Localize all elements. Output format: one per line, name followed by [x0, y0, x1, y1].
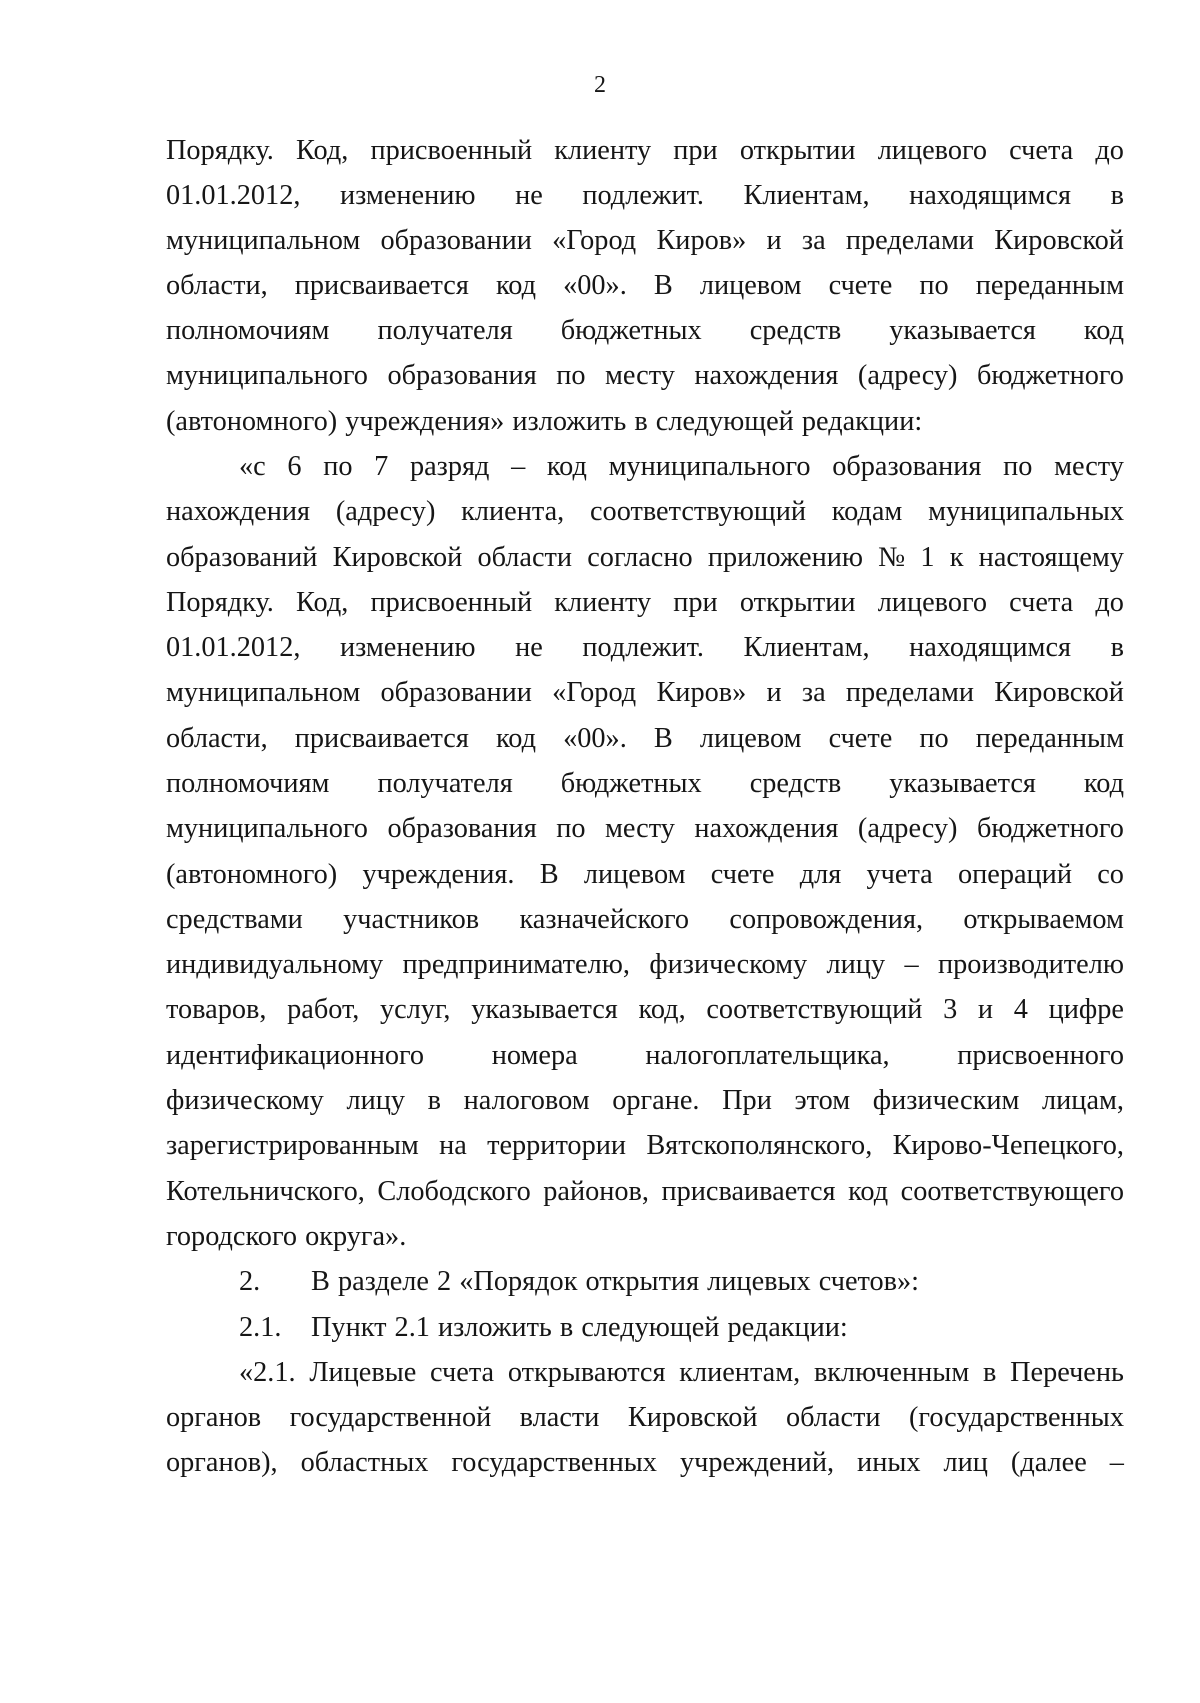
word: не [515, 180, 543, 211]
word: открываются [507, 1357, 666, 1388]
text-line [166, 992, 1124, 1028]
word: код [495, 270, 536, 301]
word: Котельничского, [166, 1176, 365, 1207]
word: «2.1. [239, 1357, 296, 1388]
word: клиентам, [679, 1357, 801, 1388]
word: зарегистрированным [166, 1130, 419, 1161]
word: налогоплательщика, [645, 1040, 890, 1071]
word: муниципальном [166, 677, 361, 708]
word: и [977, 994, 994, 1025]
word: нахождения [166, 496, 311, 527]
word: (адресу) [857, 360, 958, 391]
word: приложению [707, 542, 864, 573]
word: При [722, 1085, 772, 1116]
word: нахождения [694, 360, 839, 391]
word: органов [166, 1402, 262, 1433]
word: Код, [296, 135, 349, 166]
word: средствами [166, 904, 303, 935]
word: области, [166, 723, 268, 754]
word: в [982, 1357, 997, 1388]
text-line [166, 1038, 1124, 1074]
word: бюджетных [560, 768, 702, 799]
text-line [166, 1400, 1124, 1436]
word: не [515, 632, 543, 663]
word: со [1097, 859, 1124, 890]
word: цифре [1048, 994, 1124, 1025]
word: клиента, [461, 496, 565, 527]
word: по [1003, 451, 1033, 482]
word: «00». [563, 723, 627, 754]
word: 1 [920, 542, 935, 573]
word: образования [387, 813, 537, 844]
word: при [673, 135, 718, 166]
word: – [904, 949, 919, 980]
word: Слободского [377, 1176, 531, 1207]
word: (далее [1010, 1447, 1087, 1478]
text-line [166, 902, 1124, 938]
word: производителю [938, 949, 1124, 980]
word: при [673, 587, 718, 618]
word: счета [1009, 135, 1074, 166]
word: за [801, 225, 826, 256]
word: (автономного) [166, 859, 338, 890]
text-line [166, 585, 1124, 621]
word: муниципальных [928, 496, 1124, 527]
word: Кирово-Чепецкого, [892, 1130, 1124, 1161]
text-line [166, 540, 1124, 576]
text-line [166, 675, 1124, 711]
word: органе. [612, 1085, 700, 1116]
word: учреждений, [679, 1447, 835, 1478]
word: муниципальном [166, 225, 361, 256]
word: государственной [289, 1402, 492, 1433]
word: клиенту [554, 587, 652, 618]
word: за [801, 677, 826, 708]
word: В [539, 859, 559, 890]
clause-number: 2.1. [239, 1312, 282, 1343]
word: код, [638, 994, 686, 1025]
word: средств [749, 315, 842, 346]
word: указывается [889, 315, 1036, 346]
word: соответствующий [706, 994, 923, 1025]
word: соответствующего [900, 1176, 1124, 1207]
word: бюджетных [560, 315, 702, 346]
text-line [166, 721, 1124, 757]
word: области [477, 542, 573, 573]
word: соответствующий [590, 496, 806, 527]
word: (адресу) [857, 813, 958, 844]
word: Вятскополянского, [646, 1130, 873, 1161]
word: по [556, 360, 586, 391]
word: подлежит. [582, 180, 704, 211]
word: код [1083, 315, 1124, 346]
word: Лицевые [309, 1357, 417, 1388]
word: присвоенного [957, 1040, 1124, 1071]
word: лицевом [699, 723, 802, 754]
clause-number: 2. [239, 1266, 261, 1297]
word: до [1095, 135, 1124, 166]
word: счета [430, 1357, 495, 1388]
word: образовании [380, 677, 532, 708]
word: переданным [975, 270, 1124, 301]
word: В [653, 270, 673, 301]
text-line [166, 1083, 1124, 1119]
word: кодам [831, 496, 903, 527]
word: месту [1054, 451, 1124, 482]
word: физическому [649, 949, 808, 980]
word: присваивается [294, 723, 469, 754]
word: Порядку. [166, 135, 274, 166]
word: открытии [739, 587, 856, 618]
word: по [323, 451, 353, 482]
word: номера [491, 1040, 578, 1071]
word: код [546, 451, 587, 482]
word: 7 [374, 451, 389, 482]
word: в [427, 1085, 442, 1116]
word: лицевом [583, 859, 686, 890]
word: пределами [845, 225, 975, 256]
clause-text: В разделе 2 «Порядок открытия лицевых счетов»: [311, 1266, 920, 1297]
word: – [1109, 1447, 1124, 1478]
word: власти [519, 1402, 600, 1433]
word: средств [749, 768, 842, 799]
word: Клиентам, [743, 632, 870, 663]
word: лицевом [699, 270, 802, 301]
text-line [166, 1445, 1124, 1481]
word: № [878, 542, 906, 573]
word: по [919, 723, 949, 754]
word: казначейского [519, 904, 690, 935]
page-number: 2 [594, 72, 606, 98]
word: лицу [346, 1085, 406, 1116]
text-line [166, 1174, 1124, 1210]
word: код [848, 1176, 889, 1207]
word: 6 [287, 451, 302, 482]
text-line [166, 178, 1124, 214]
word: участников [343, 904, 480, 935]
text-line [166, 857, 1124, 893]
word: в [1110, 180, 1124, 211]
text-line [239, 1310, 1124, 1346]
word: находящимся [909, 180, 1072, 211]
word: в [1110, 632, 1124, 663]
text-line [166, 766, 1124, 802]
word: образовании [380, 225, 532, 256]
word: районов, [543, 1176, 649, 1207]
text-line [166, 223, 1124, 259]
word: бюджетного [976, 813, 1124, 844]
word: и [766, 225, 782, 256]
word: лицевого [877, 587, 988, 618]
word: Кировской [627, 1402, 758, 1433]
word: на [439, 1130, 467, 1161]
word: указывается [889, 768, 1036, 799]
word: и [766, 677, 782, 708]
word: услуг, [380, 994, 451, 1025]
text-line [239, 1264, 1124, 1300]
word: лицевого [877, 135, 988, 166]
word: по [919, 270, 949, 301]
word: индивидуальному [166, 949, 384, 980]
word: 01.01.2012, [166, 180, 301, 211]
word: работ, [287, 994, 360, 1025]
word: код [1083, 768, 1124, 799]
word: присвоенный [370, 587, 533, 618]
word: образования [387, 360, 537, 391]
word: физическим [872, 1085, 1020, 1116]
word: «Город [552, 225, 637, 256]
word: до [1095, 587, 1124, 618]
word: получателя [377, 315, 513, 346]
word: лиц [943, 1447, 988, 1478]
word: изменению [339, 180, 476, 211]
word: областных [300, 1447, 429, 1478]
word: 3 [943, 994, 958, 1025]
word: области, [166, 270, 268, 301]
word: иных [857, 1447, 921, 1478]
word: счета [1009, 587, 1074, 618]
word: настоящему [978, 542, 1124, 573]
word: «Город [552, 677, 637, 708]
word: нахождения [694, 813, 839, 844]
word: Перечень [1010, 1357, 1124, 1388]
word: счете [710, 859, 775, 890]
word: области [785, 1402, 881, 1433]
word: код [495, 723, 536, 754]
word: счете [828, 723, 893, 754]
word: образований [166, 542, 318, 573]
word: государственных [451, 1447, 657, 1478]
word: сопровождения, [729, 904, 924, 935]
word: физическому [166, 1085, 324, 1116]
word: согласно [587, 542, 693, 573]
word: бюджетного [976, 360, 1124, 391]
word: лицам, [1042, 1085, 1124, 1116]
word: налоговом [463, 1085, 590, 1116]
word: полномочиям [166, 315, 330, 346]
word: этом [794, 1085, 851, 1116]
word: Киров» [656, 677, 747, 708]
word: предпринимателю, [402, 949, 630, 980]
word: подлежит. [582, 632, 704, 663]
word: разряд [409, 451, 490, 482]
text-line [166, 811, 1124, 847]
word: месту [605, 813, 675, 844]
word: образования [832, 451, 982, 482]
word: присвоенный [370, 135, 533, 166]
word: открытии [739, 135, 856, 166]
word: открываемом [963, 904, 1124, 935]
word: присваивается [661, 1176, 836, 1207]
word: (государственных [909, 1402, 1124, 1433]
text-line: (автономного) учреждения» изложить в следующей редакции: [166, 406, 923, 437]
word: операций [957, 859, 1072, 890]
word: полномочиям [166, 768, 330, 799]
word: территории [487, 1130, 627, 1161]
text-line [239, 449, 1124, 485]
text-line: городского округа». [166, 1221, 407, 1252]
word: клиенту [554, 135, 652, 166]
word: «с [239, 451, 266, 482]
word: В [653, 723, 673, 754]
word: переданным [975, 723, 1124, 754]
word: пределами [845, 677, 975, 708]
word: учета [866, 859, 933, 890]
word: муниципального [166, 360, 368, 391]
clause-text: Пункт 2.1 изложить в следующей редакции: [311, 1312, 848, 1343]
word: муниципального [608, 451, 811, 482]
word: 4 [1013, 994, 1028, 1025]
text-line [166, 358, 1124, 394]
word: изменению [339, 632, 476, 663]
word: Клиентам, [743, 180, 870, 211]
word: муниципального [166, 813, 368, 844]
text-line [166, 268, 1124, 304]
word: получателя [377, 768, 513, 799]
word: товаров, [166, 994, 267, 1025]
text-line [166, 494, 1124, 530]
word: находящимся [909, 632, 1072, 663]
word: 01.01.2012, [166, 632, 301, 663]
word: для [799, 859, 842, 890]
word: учреждения. [362, 859, 515, 890]
word: Код, [296, 587, 349, 618]
word: присваивается [294, 270, 469, 301]
word: – [511, 451, 526, 482]
text-line [166, 313, 1124, 349]
word: Порядку. [166, 587, 274, 618]
word: органов), [166, 1447, 278, 1478]
text-line [166, 630, 1124, 666]
word: включенным [813, 1357, 970, 1388]
text-line [166, 1128, 1124, 1164]
word: «00». [563, 270, 627, 301]
word: счете [828, 270, 893, 301]
word: месту [605, 360, 675, 391]
word: идентификационного [166, 1040, 425, 1071]
word: Киров» [656, 225, 747, 256]
text-line [166, 947, 1124, 983]
word: Кировской [994, 677, 1124, 708]
word: по [556, 813, 586, 844]
word: Кировской [994, 225, 1124, 256]
text-line [239, 1355, 1124, 1391]
word: к [949, 542, 964, 573]
word: указывается [471, 994, 618, 1025]
word: (адресу) [335, 496, 436, 527]
word: лицу [826, 949, 886, 980]
text-line [166, 133, 1124, 169]
word: Кировской [332, 542, 463, 573]
